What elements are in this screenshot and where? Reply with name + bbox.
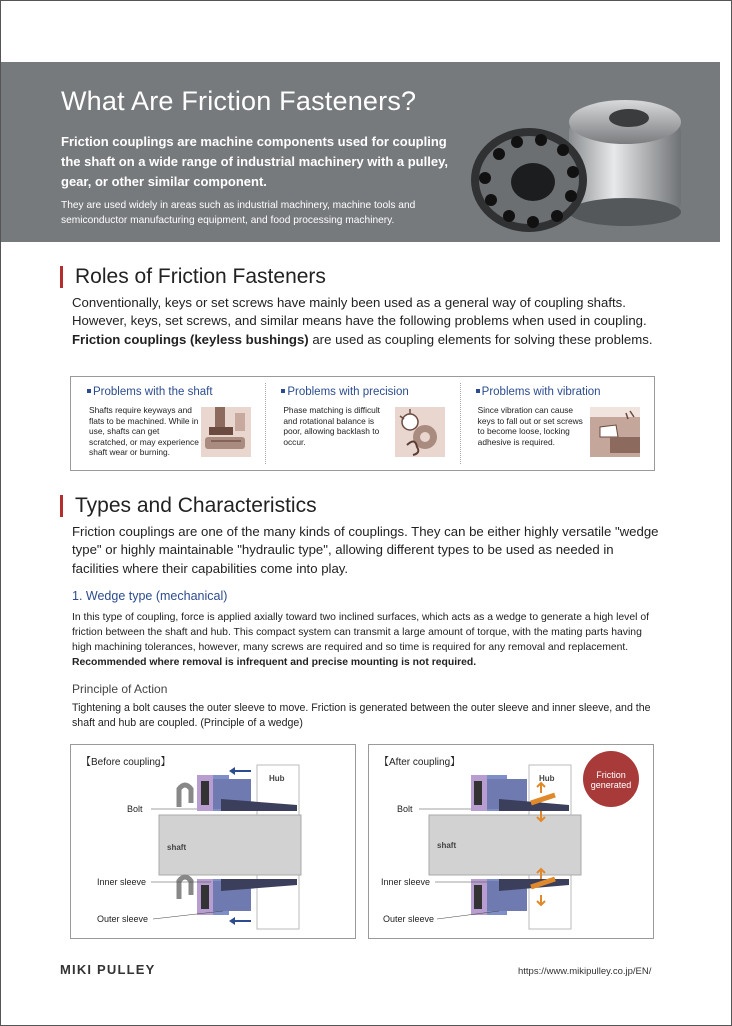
badge-line-2: generated — [590, 780, 632, 790]
diagram-before-coupling — [70, 744, 356, 939]
inner-sleeve-label: Inner sleeve — [381, 877, 431, 887]
vibration-illustration — [590, 407, 640, 457]
shaft-label: shaft — [437, 841, 457, 850]
bolt-label: Bolt — [127, 804, 143, 814]
after-coupling-drawing — [369, 745, 655, 940]
types-paragraph: Friction couplings are one of the many kinds of couplings. They can be either highly versatile "wedge type" or highly maintainable "hydraulic type", allowing different types to be used as needed in facilities where their capabilities come into play. — [72, 524, 659, 576]
problems-box — [70, 376, 655, 471]
principle-heading: Principle of Action — [72, 682, 168, 696]
roles-paragraph — [72, 294, 660, 349]
section-heading-types: Types and Characteristics — [60, 495, 317, 517]
outer-sleeve-label: Outer sleeve — [383, 914, 435, 924]
wedge-recommendation: Recommended where removal is infrequent and precise mounting is not required. — [72, 657, 477, 668]
friction-fastener-product-image — [469, 92, 709, 252]
problem-text: Phase matching is difficult and rotational balance is poor, allowing backlash to occur. — [283, 405, 381, 447]
roles-text-a: Conventionally, keys or set screws have mainly been used as a general way of coupling shafts. However, keys, set screws, and similar means have the following problems when used in coupling. — [72, 295, 647, 329]
problem-text: Since vibration can cause keys to fall out or set screws to become loose, locking adhesive is required. — [477, 405, 583, 447]
footer-url[interactable]: https://www.mikipulley.co.jp/EN/ — [518, 966, 652, 977]
problem-title: Problems with the shaft — [87, 386, 213, 398]
problem-shaft — [71, 377, 265, 470]
problem-title: Problems with precision — [281, 386, 408, 398]
shaft-machining-illustration — [201, 407, 251, 457]
hero-subtext: They are used widely in areas such as industrial machinery, machine tools and semiconductor manufacturing equipment, and food processing machinery. — [61, 200, 416, 226]
wedge-text: In this type of coupling, force is applied axially toward two inclined surfaces, which acts as a wedge to generate a high level of friction between the shaft and hub. This compact system can transmit a large amount of torque, with the mating parts having high machining tolerances, however, many screws are required and so time is required for any removal and replacement. — [72, 612, 650, 653]
precision-illustration — [395, 407, 445, 457]
problem-precision — [265, 377, 459, 470]
diagram-title: 【Before coupling】 — [81, 757, 171, 768]
problem-title: Problems with vibration — [476, 386, 601, 398]
diagram-title: 【After coupling】 — [379, 757, 461, 768]
badge-line-1: Friction — [596, 770, 626, 780]
hub-label: Hub — [269, 774, 285, 783]
problem-vibration — [460, 377, 654, 470]
diagram-after-coupling — [368, 744, 654, 939]
roles-text-bold: Friction couplings (keyless bushings) — [72, 331, 309, 347]
outer-sleeve-label: Outer sleeve — [97, 914, 149, 924]
brand-logo: MIKI PULLEY — [60, 962, 156, 977]
section-heading-roles: Roles of Friction Fasteners — [60, 266, 326, 288]
problem-text: Shafts require keyways and flats to be machined. While in use, shafts can get scratched, or may experience shaft wear or burning. — [89, 405, 199, 458]
roles-text-b: are used as coupling elements for solving these problems. — [308, 331, 653, 347]
wedge-type-description — [72, 610, 662, 670]
wedge-type-heading: 1. Wedge type (mechanical) — [72, 589, 228, 603]
hero-banner — [1, 62, 720, 242]
principle-description: Tightening a bolt causes the outer sleeve to move. Friction is generated between the outer sleeve and inner sleeve, and the shaft and hub are coupled. (Principle of a wedge) — [72, 702, 651, 729]
hub-label: Hub — [539, 774, 555, 783]
inner-sleeve-label: Inner sleeve — [97, 877, 147, 887]
shaft-label: shaft — [167, 843, 187, 852]
page-title: What Are Friction Fasteners? — [61, 86, 417, 116]
before-coupling-drawing — [71, 745, 357, 940]
bolt-label: Bolt — [397, 804, 413, 814]
hero-lead: Friction couplings are machine components used for coupling the shaft on a wide range of industrial machinery with a pulley, gear, or other similar component. — [61, 134, 448, 189]
